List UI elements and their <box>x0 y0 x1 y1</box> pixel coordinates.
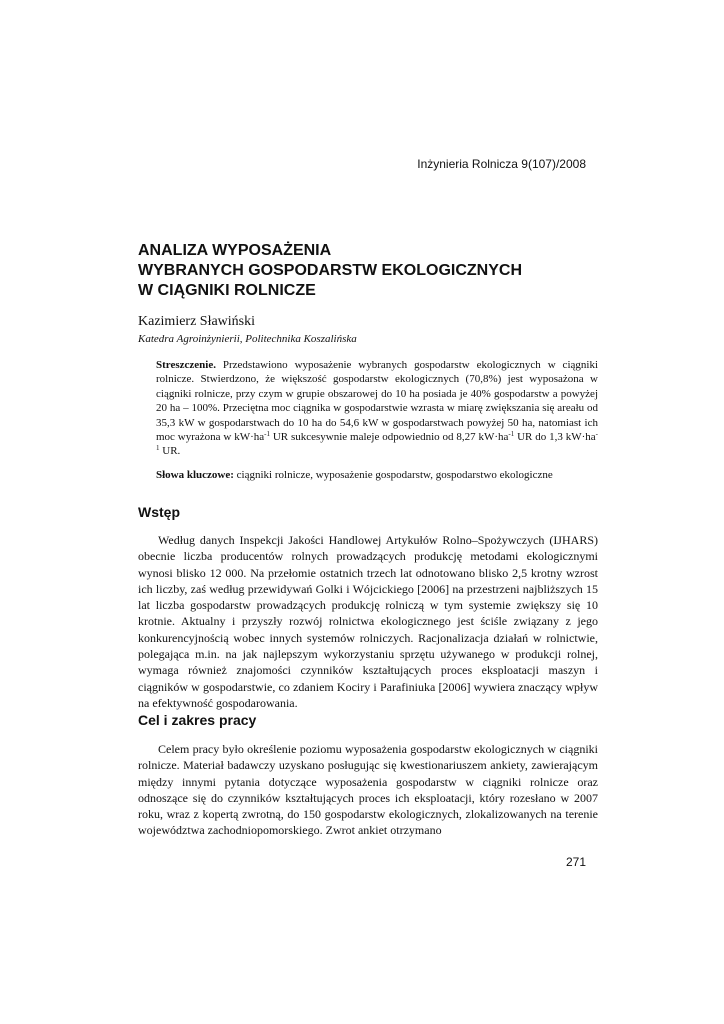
abstract-label: Streszczenie. <box>156 359 216 371</box>
journal-header: Inżynieria Rolnicza 9(107)/2008 <box>417 157 586 171</box>
title-line: ANALIZA WYPOSAŻENIA <box>138 242 332 259</box>
abstract <box>156 358 598 459</box>
abstract-paragraph <box>156 358 598 459</box>
title-line: WYBRANYCH GOSPODARSTW EKOLOGICZNYCH <box>138 262 522 279</box>
author-affiliation: Katedra Agroinżynierii, Politechnika Koszalińska <box>138 333 357 345</box>
paragraph: Według danych Inspekcji Jakości Handlowej Artykułów Rolno–Spożywczych (IJHARS) obecnie liczba producentów rolnych prowadzących produkcję metodami ekologicznymi wynosi blisko 12 000. Na przełomie ostatnich trzech lat odnotowano blisko 2,5 krotny wzrost ich liczby, zaś według przewidywań Golki i Wójcickiego [2006] na przestrzeni najbliższych 15 lat liczba gospodarstw prowadzących produkcję rolniczą w tym systemie zwiększy się 10 krotnie. Aktualny i przyszły rozwój rolnictwa ekologicznego jest ściśle związany z jego konkurencyjnością wobec innych systemów rolniczych. Racjonalizacja działań w rolnictwie, polegająca m.in. na jak najlepszym wykorzystaniu sprzętu używanego w produkcji rolnej, wymaga również znajomości czynników kształtujących proces eksploatacji maszyn i ciągników w gospodarstwie, co zdaniem Kociry i Parafiniuka [2006] wywiera znaczący wpływ na efektywność gospodarowania. <box>138 533 598 710</box>
keywords <box>156 468 598 482</box>
abstract-text: Przedstawiono wyposażenie wybranych gospodarstw ekologicznych w ciągniki rolnicze. Stwierdzono, że większość gospodarstw ekologicznych (70,8%) jest wyposażona w ciągniki rolnicze, przy czym w grupie obszarowej do 10 ha posiada je 40% gospodarstw a powyżej 20 ha – 100%. Przeciętna moc ciągnika w gospodarstwie wzrasta w miarę zwiększania się areału od 35,3 kW w gospodarstwach do 10 ha do 54,6 kW w gospodarstwach powyżej 50 ha, natomiast ich moc wyrażona w kW·ha <box>156 359 598 444</box>
superscript: -1 <box>156 430 598 453</box>
title-line: W CIĄGNIKI ROLNICZE <box>138 282 316 299</box>
section-body-aim <box>138 741 598 839</box>
keywords-label: Słowa kluczowe: <box>156 469 234 481</box>
abstract-text: UR do 1,3 kW·ha <box>514 431 596 444</box>
page-number: 271 <box>565 855 586 869</box>
section-body-introduction <box>138 532 598 711</box>
section-heading-introduction: Wstęp <box>138 504 180 520</box>
abstract-text: UR sukcesywnie maleje odpowiednio od 8,27 kW·ha <box>269 431 509 444</box>
superscript: -1 <box>508 430 515 439</box>
paragraph: Celem pracy było określenie poziomu wyposażenia gospodarstw ekologicznych w ciągniki rolnicze. Materiał badawczy uzyskano posługując się kwestionariuszem ankiety, zawierającym między innymi pytania dotyczące wyposażenia gospodarstw w ciągniki rolnicze oraz odnoszące się do czynników kształtujących proces ich eksploatacji, który rozesłano w 2007 roku, wraz z kopertą zwrotną, do 150 gospodarstw ekologicznych, zlokalizowanych na terenie województwa zachodniopomorskiego. Zwrot ankiet otrzymano <box>138 742 598 838</box>
abstract-text: UR. <box>159 445 181 458</box>
author-name: Kazimierz Sławiński <box>138 314 256 329</box>
section-heading-aim: Cel i zakres pracy <box>138 712 257 728</box>
keywords-text: ciągniki rolnicze, wyposażenie gospodarstw, gospodarstwo ekologiczne <box>233 469 553 481</box>
article-title <box>138 241 598 301</box>
superscript: -1 <box>264 430 270 439</box>
